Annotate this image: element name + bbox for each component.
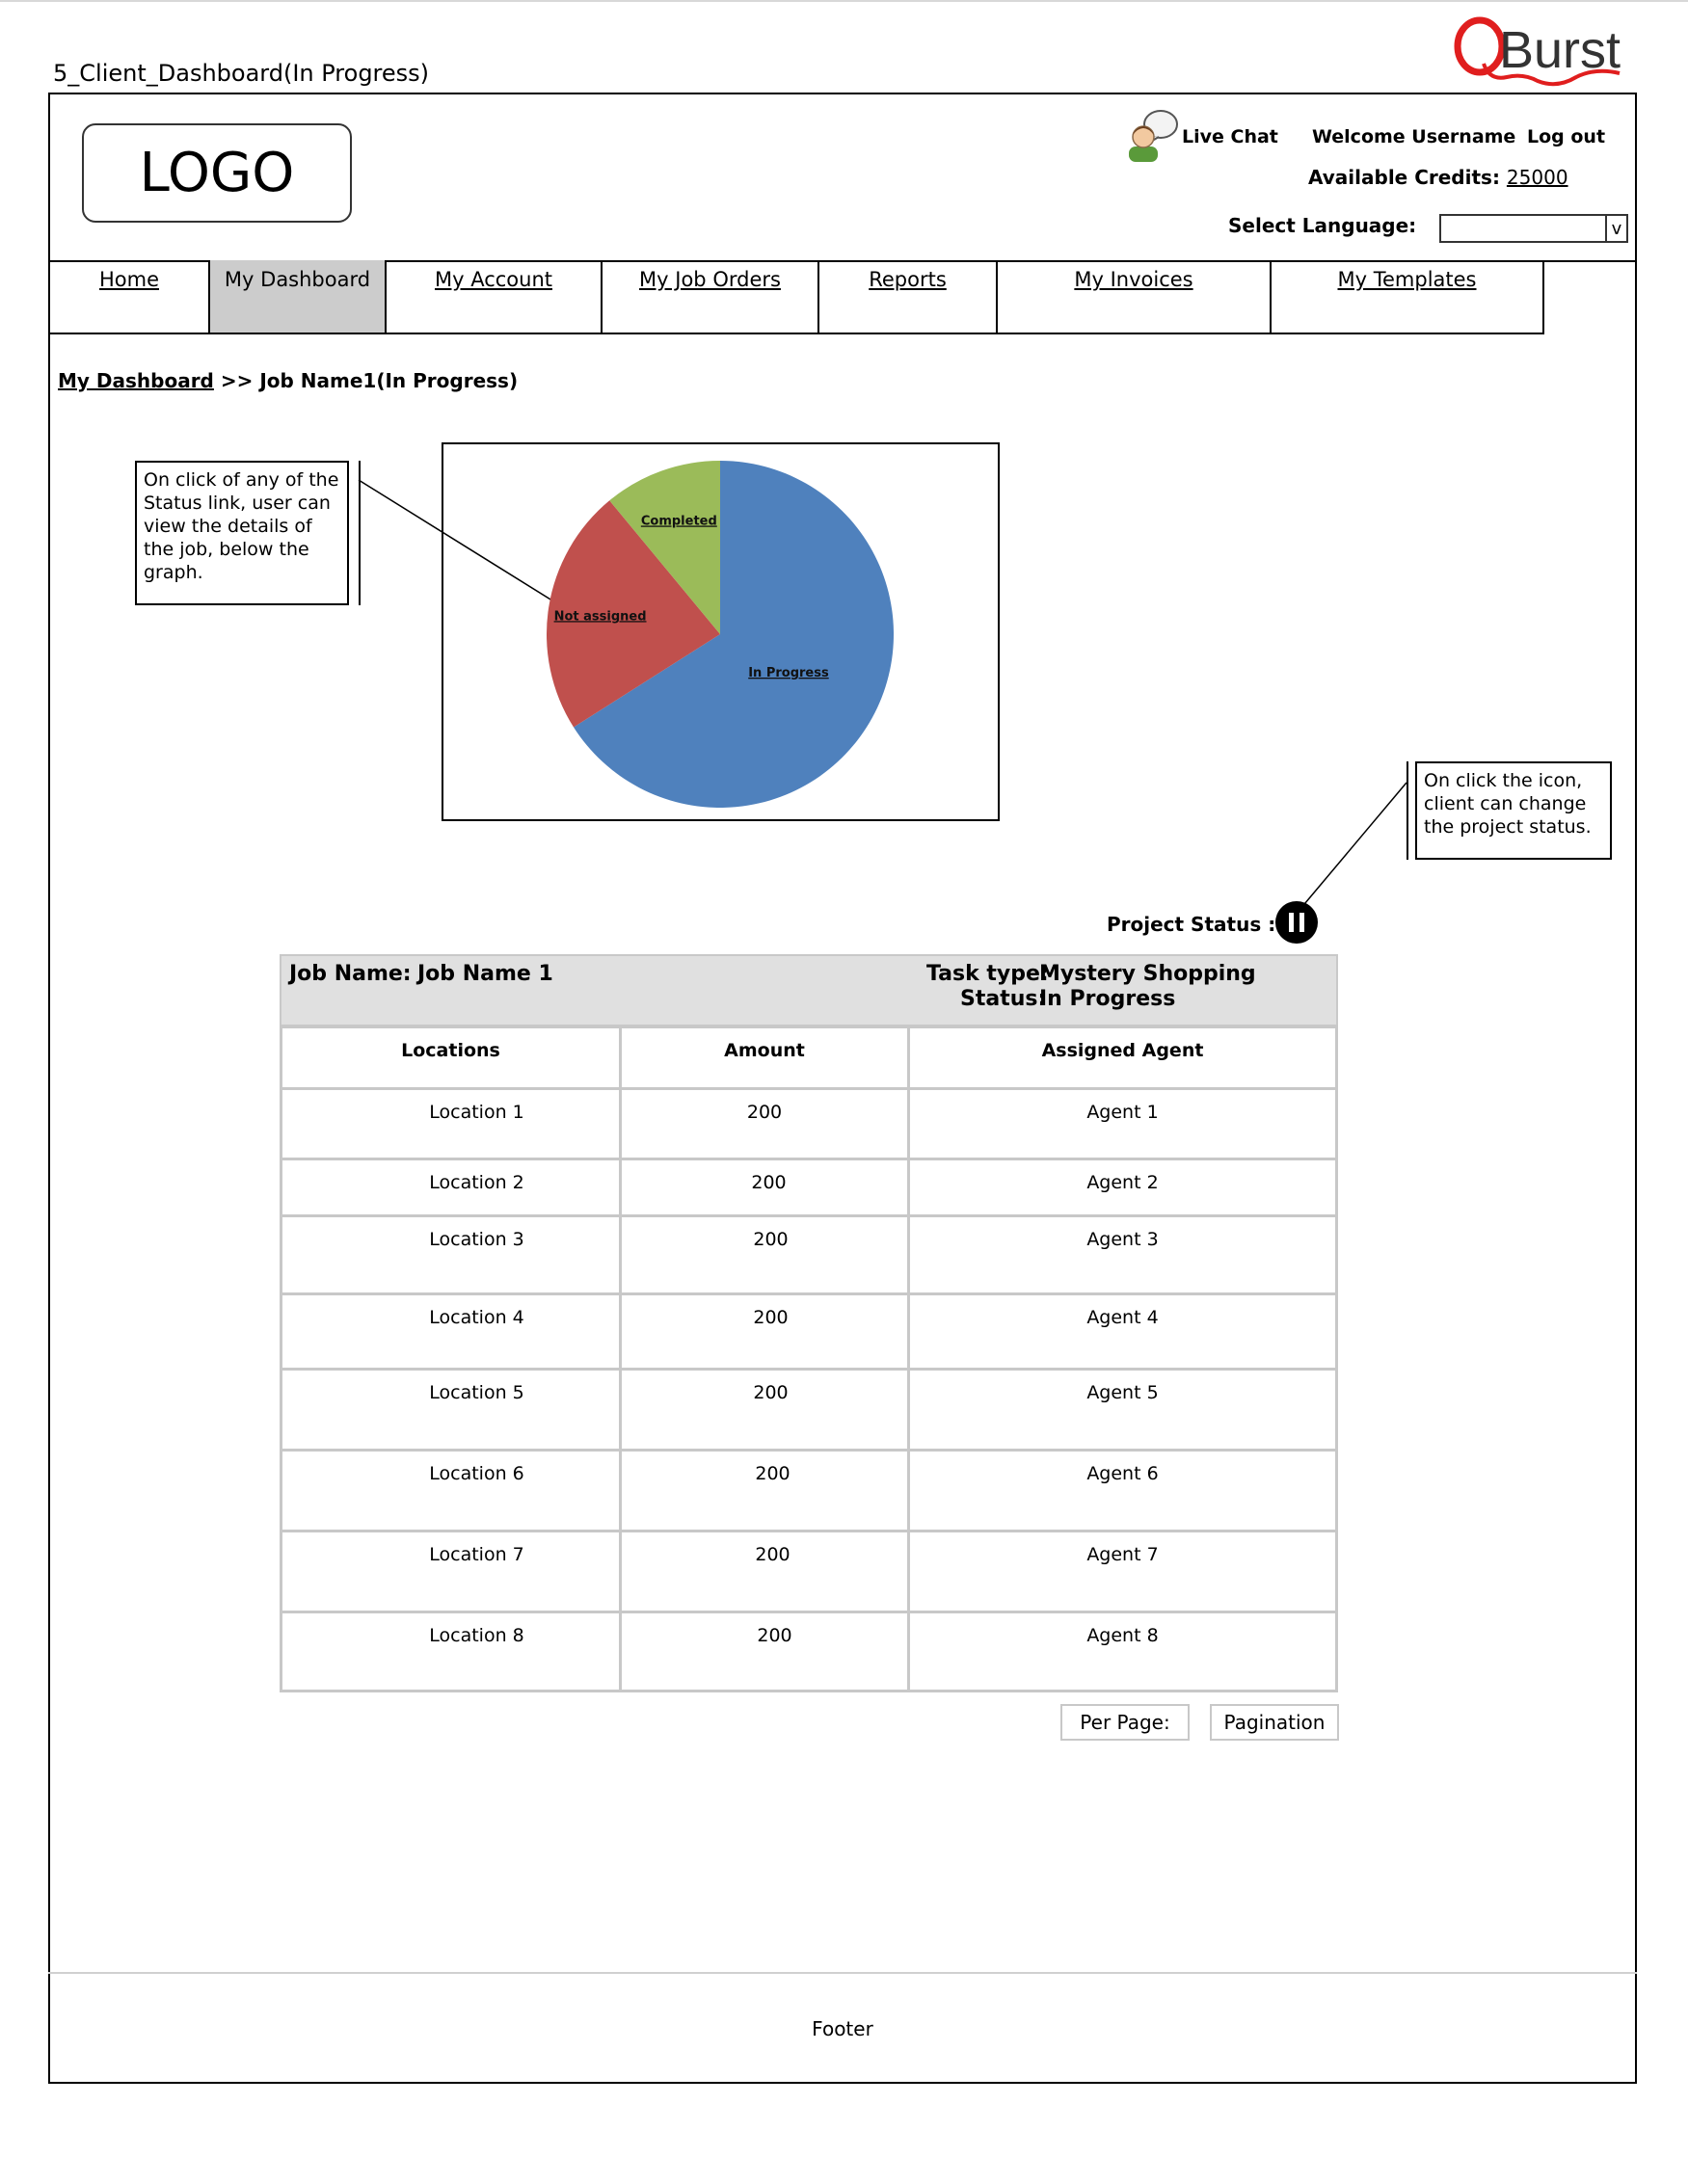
task-type-value: Mystery Shopping (1039, 962, 1256, 986)
credits-value-link[interactable]: 25000 (1506, 166, 1568, 189)
amount-cell: 200 (621, 1612, 909, 1691)
agent-cell: Agent 7 (909, 1531, 1337, 1612)
job-summary-header (280, 954, 1338, 1026)
column-header-assigned-agent: Assigned Agent (909, 1027, 1337, 1089)
annotation-status-icon: On click the icon, client can change the project status. (1415, 761, 1612, 860)
job-status-value: In Progress (1039, 987, 1176, 1011)
nav-item-home[interactable]: Home (48, 260, 210, 334)
table-row (281, 1370, 1337, 1451)
amount-cell: 200 (621, 1451, 909, 1531)
job-name-label: Job Name: (289, 962, 412, 986)
table-row (281, 1216, 1337, 1294)
job-name-value: Job Name 1 (417, 962, 553, 986)
per-page-control[interactable]: Per Page: (1060, 1704, 1190, 1741)
amount-cell: 200 (621, 1294, 909, 1370)
nav-item-reports[interactable]: Reports (817, 260, 998, 334)
agent-cell: Agent 2 (909, 1159, 1337, 1216)
connector-status-icon (1295, 783, 1407, 916)
location-cell: Location 7 (281, 1531, 621, 1612)
page-caption: 5_Client_Dashboard(In Progress) (53, 60, 430, 87)
amount-cell: 200 (621, 1370, 909, 1451)
table-row (281, 1089, 1337, 1159)
table-row (281, 1451, 1337, 1531)
footer: Footer (48, 1972, 1637, 2084)
nav-item-my-invoices[interactable]: My Invoices (996, 260, 1272, 334)
location-cell: Location 8 (281, 1612, 621, 1691)
breadcrumb-separator: >> (220, 369, 254, 392)
breadcrumb-current: Job Name1(In Progress) (259, 369, 519, 392)
job-status-pie-chart (442, 442, 1000, 821)
annotation-status-link: On click of any of the Status link, user can view the details of the job, below the graph. (135, 461, 349, 605)
nav-item-my-job-orders[interactable]: My Job Orders (601, 260, 819, 334)
pie-chart-svg (443, 444, 998, 819)
nav-item-my-templates[interactable]: My Templates (1270, 260, 1544, 334)
amount-cell: 200 (621, 1216, 909, 1294)
location-cell: Location 6 (281, 1451, 621, 1531)
pie-label-not-assigned[interactable]: Not assigned (553, 609, 647, 625)
site-logo-placeholder[interactable]: LOGO (82, 123, 352, 223)
agent-cell: Agent 4 (909, 1294, 1337, 1370)
amount-cell: 200 (621, 1159, 909, 1216)
location-cell: Location 2 (281, 1159, 621, 1216)
pagination-control[interactable]: Pagination (1210, 1704, 1339, 1741)
logout-link[interactable]: Log out (1527, 126, 1606, 147)
agent-cell: Agent 8 (909, 1612, 1337, 1691)
credits-label: Available Credits: (1308, 166, 1500, 189)
column-header-amount: Amount (621, 1027, 909, 1089)
live-chat-link[interactable]: Live Chat (1182, 126, 1278, 147)
column-header-locations: Locations (281, 1027, 621, 1089)
table-row (281, 1159, 1337, 1216)
location-cell: Location 4 (281, 1294, 621, 1370)
agent-cell: Agent 5 (909, 1370, 1337, 1451)
amount-cell: 200 (621, 1531, 909, 1612)
agent-cell: Agent 1 (909, 1089, 1337, 1159)
table-row (281, 1612, 1337, 1691)
pie-label-completed[interactable]: Completed (640, 514, 717, 529)
table-header-row (281, 1027, 1337, 1089)
welcome-text: Welcome Username (1312, 126, 1516, 147)
pie-label-in-progress[interactable]: In Progress (748, 666, 829, 681)
location-cell: Location 5 (281, 1370, 621, 1451)
nav-item-my-account[interactable]: My Account (385, 260, 603, 334)
location-cell: Location 1 (281, 1089, 621, 1159)
language-label: Select Language: (1228, 214, 1417, 237)
job-status-label: Status: (960, 987, 1047, 1011)
agent-cell: Agent 3 (909, 1216, 1337, 1294)
amount-cell: 200 (621, 1089, 909, 1159)
chevron-down-icon[interactable]: v (1605, 216, 1626, 241)
agent-cell: Agent 6 (909, 1451, 1337, 1531)
nav-item-my-dashboard[interactable]: My Dashboard (208, 260, 387, 334)
svg-text:Burst: Burst (1499, 21, 1621, 79)
task-type-label: Task type: (926, 962, 1049, 986)
table-row (281, 1294, 1337, 1370)
breadcrumb-link-dashboard[interactable]: My Dashboard (58, 369, 214, 392)
locations-table (280, 1025, 1338, 1692)
project-status-label: Project Status : (1107, 913, 1276, 936)
table-row (281, 1531, 1337, 1612)
location-cell: Location 3 (281, 1216, 621, 1294)
pause-icon[interactable] (1275, 901, 1318, 944)
